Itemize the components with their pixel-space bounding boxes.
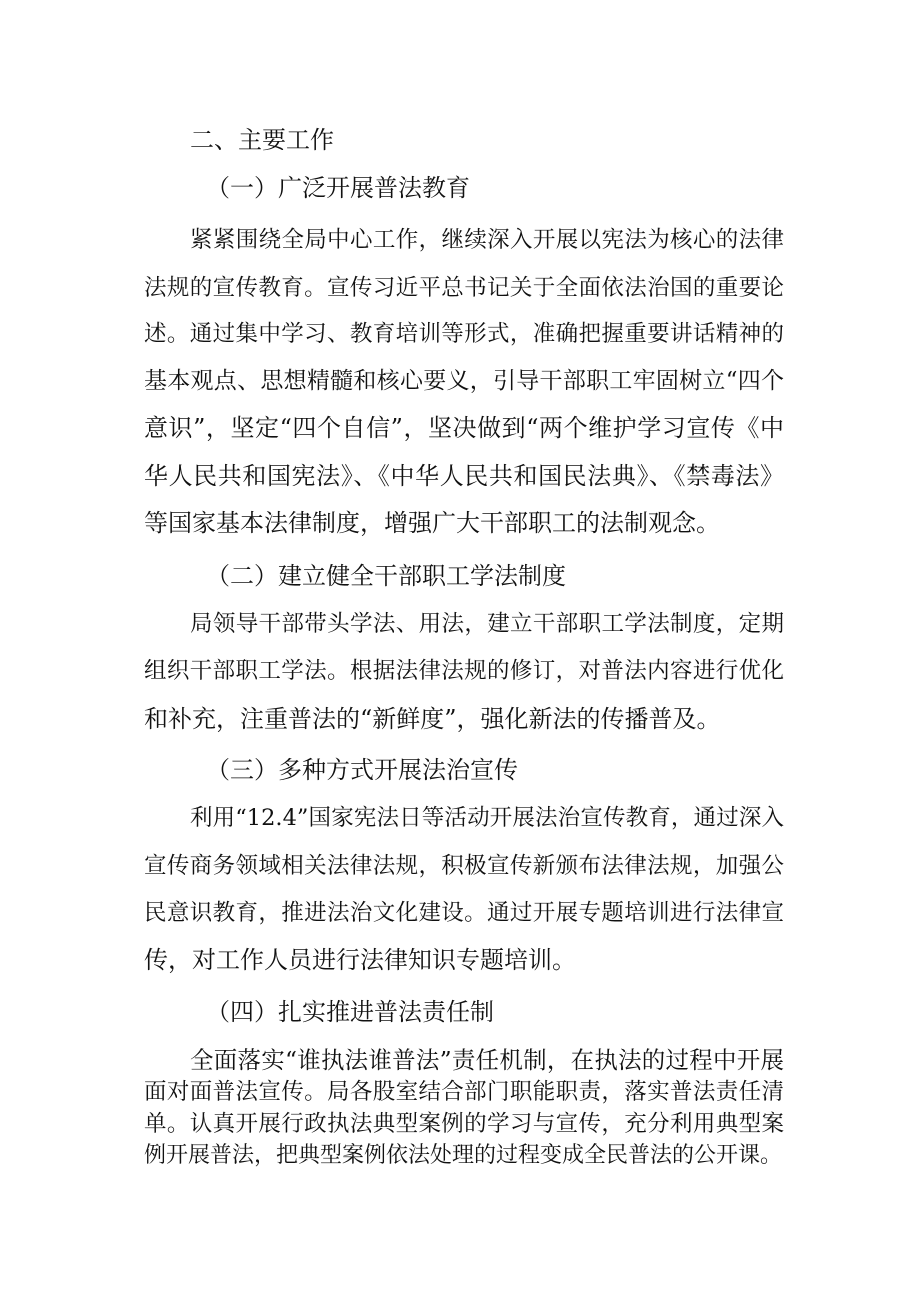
paragraph-line: 全面落实“谁执法谁普法”责任机制，在执法的过程中开展: [190, 1046, 784, 1074]
paragraph-line: 单。认真开展行政执法典型案例的学习与宣传，充分利用典型案: [144, 1111, 784, 1137]
paragraph-line: 法规的宣传教育。宣传习近平总书记关于全面依法治国的重要论: [144, 275, 784, 301]
paragraph-line: 华人民共和国宪法》、《中华人民共和国民法典》、《禁毒法》: [144, 462, 784, 490]
paragraph-line: 民意识教育，推进法治文化建设。通过开展专题培训进行法律宣: [144, 900, 784, 926]
paragraph-line: 紧紧围绕全局中心工作，继续深入开展以宪法为核心的法律: [190, 227, 784, 253]
subsection-heading-2: （二）建立健全干部职工学法制度: [206, 562, 566, 590]
subsection-heading-4: （四）扎实推进普法责任制: [206, 998, 494, 1026]
paragraph-line: 例开展普法，把典型案例依法处理的过程变成全民普法的公开课。: [144, 1143, 783, 1168]
paragraph-line: 意识”，坚定“四个自信”，坚决做到“两个维护学习宣传《中: [144, 414, 784, 442]
paragraph-line: 和补充，注重普法的“新鲜度”，强化新法的传播普及。: [144, 705, 721, 733]
subsection-heading-1: （一）广泛开展普法教育: [206, 174, 470, 202]
paragraph-line: 利用“12.4”国家宪法日等活动开展法治宣传教育，通过深入: [190, 805, 784, 831]
paragraph-line: 等国家基本法律制度，增强广大干部职工的法制观念。: [144, 509, 720, 537]
paragraph-line: 基本观点、思想精髓和核心要义，引导干部职工牢固树立“四个: [144, 368, 784, 394]
paragraph-line: 面对面普法宣传。局各股室结合部门职能职责，落实普法责任清: [144, 1079, 784, 1105]
paragraph-line: 局领导干部带头学法、用法，建立干部职工学法制度，定期: [190, 611, 784, 637]
paragraph-line: 述。通过集中学习、教育培训等形式，准确把握重要讲话精神的: [144, 321, 784, 347]
paragraph-line: 宣传商务领域相关法律法规，积极宣传新颁布法律法规，加强公: [144, 853, 784, 879]
section-title: 二、主要工作: [190, 126, 334, 154]
subsection-heading-3: （三）多种方式开展法治宣传: [206, 756, 518, 784]
paragraph-line: 传，对工作人员进行法律知识专题培训。: [144, 946, 576, 974]
paragraph-line: 组织干部职工学法。根据法律法规的修订，对普法内容进行优化: [144, 658, 784, 684]
